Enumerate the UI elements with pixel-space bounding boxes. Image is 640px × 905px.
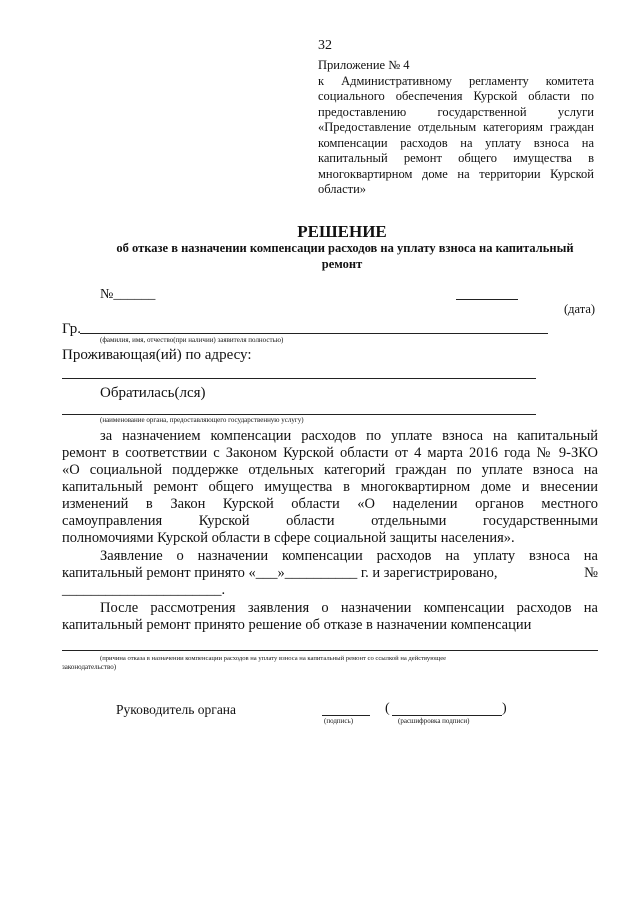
citizen-name-line	[80, 333, 548, 334]
signature-line	[322, 715, 370, 716]
appendix-last-line: области»	[318, 182, 367, 196]
date-caption: (дата)	[564, 302, 596, 316]
address-label: Проживающая(ий) по адресу:	[62, 347, 252, 363]
decode-caption: (расшифровка подписи)	[398, 717, 470, 725]
date-line	[456, 299, 518, 300]
citizen-caption: (фамилия, имя, отчество(при наличии) заявителя полностью)	[100, 336, 284, 344]
paragraph-line: ремонт в соответствии с Законом Курской области от 4 марта 2016 года № 9-ЗКО	[62, 445, 598, 461]
decision-line: капитальный ремонт принято решение об отказе в назначении компенсации	[62, 617, 532, 633]
registration-line: Заявление о назначении компенсации расходов на уплату взноса на	[100, 548, 598, 564]
paragraph-line: «О социальной поддержке отдельных категорий граждан по уплате взноса на	[62, 462, 598, 478]
appendix-line: предоставлению государственной услуги	[318, 104, 594, 119]
decode-close-paren: )	[502, 701, 507, 716]
paragraph-line: изменений в Закон Курской области «О наделении органов местного	[62, 496, 598, 512]
paragraph-decision	[62, 600, 598, 634]
registration-number-line: ______________________.	[62, 582, 226, 598]
decode-line	[392, 715, 502, 716]
document-title: РЕШЕНИЕ	[297, 222, 387, 241]
organ-caption: (наименование органа, предоставляющего государственную услугу)	[100, 416, 304, 424]
paragraph-line: самоуправления Курской области отдельными государственными	[62, 513, 598, 529]
reason-caption-line1: (причина отказа в назначении компенсации расходов на уплату взноса на капитальный ремонт со ссылкой на действующее	[100, 655, 447, 662]
reason-caption-line2: законодательство)	[62, 663, 117, 671]
paragraph-line: за назначением компенсации расходов по уплате взноса на капитальный	[100, 428, 598, 444]
page-number: 32	[318, 38, 332, 53]
paragraph-registration	[62, 548, 598, 599]
signature-caption: (подпись)	[324, 717, 354, 725]
appendix-line: социального обеспечения Курской области по	[318, 89, 594, 103]
applied-label: Обратилась(лся)	[100, 385, 206, 401]
decode-open-paren: (	[385, 701, 390, 716]
organ-line	[62, 414, 536, 415]
decision-line: После рассмотрения заявления о назначении компенсации расходов на	[100, 600, 598, 616]
appendix-line: компенсации расходов на уплату взноса на	[318, 135, 594, 150]
citizen-label: Гр.	[62, 321, 81, 337]
paragraph-line: капитальный ремонт общего имущества в многоквартирном доме и внесении	[62, 479, 598, 495]
document-subtitle-line1: об отказе в назначении компенсации расходов на уплату взноса на капитальный	[116, 241, 574, 255]
reason-line	[62, 650, 598, 651]
appendix-block	[318, 58, 594, 198]
appendix-line: капитальный ремонт общего имущества в	[318, 151, 594, 165]
paragraph-legal-basis	[62, 428, 598, 547]
head-of-organ-label: Руководитель органа	[116, 702, 237, 717]
address-line	[62, 378, 536, 379]
paragraph-line: полномочиями Курской области в сфере социальной защиты населения».	[62, 530, 515, 546]
registration-number-sign: №	[584, 565, 598, 581]
decision-number-field: №______	[100, 287, 156, 302]
appendix-title: Приложение № 4	[318, 58, 410, 72]
appendix-line: к Административному регламенту комитета	[318, 73, 594, 88]
registration-date-text: капитальный ремонт принято «___»__________ г. и зарегистрировано,	[62, 565, 498, 581]
reason-caption	[62, 654, 598, 672]
document-subtitle-line2: ремонт	[321, 257, 363, 271]
appendix-line: многоквартирном доме на территории Курской	[318, 166, 594, 181]
appendix-line: «Предоставление отдельным категориям граждан	[318, 120, 594, 134]
